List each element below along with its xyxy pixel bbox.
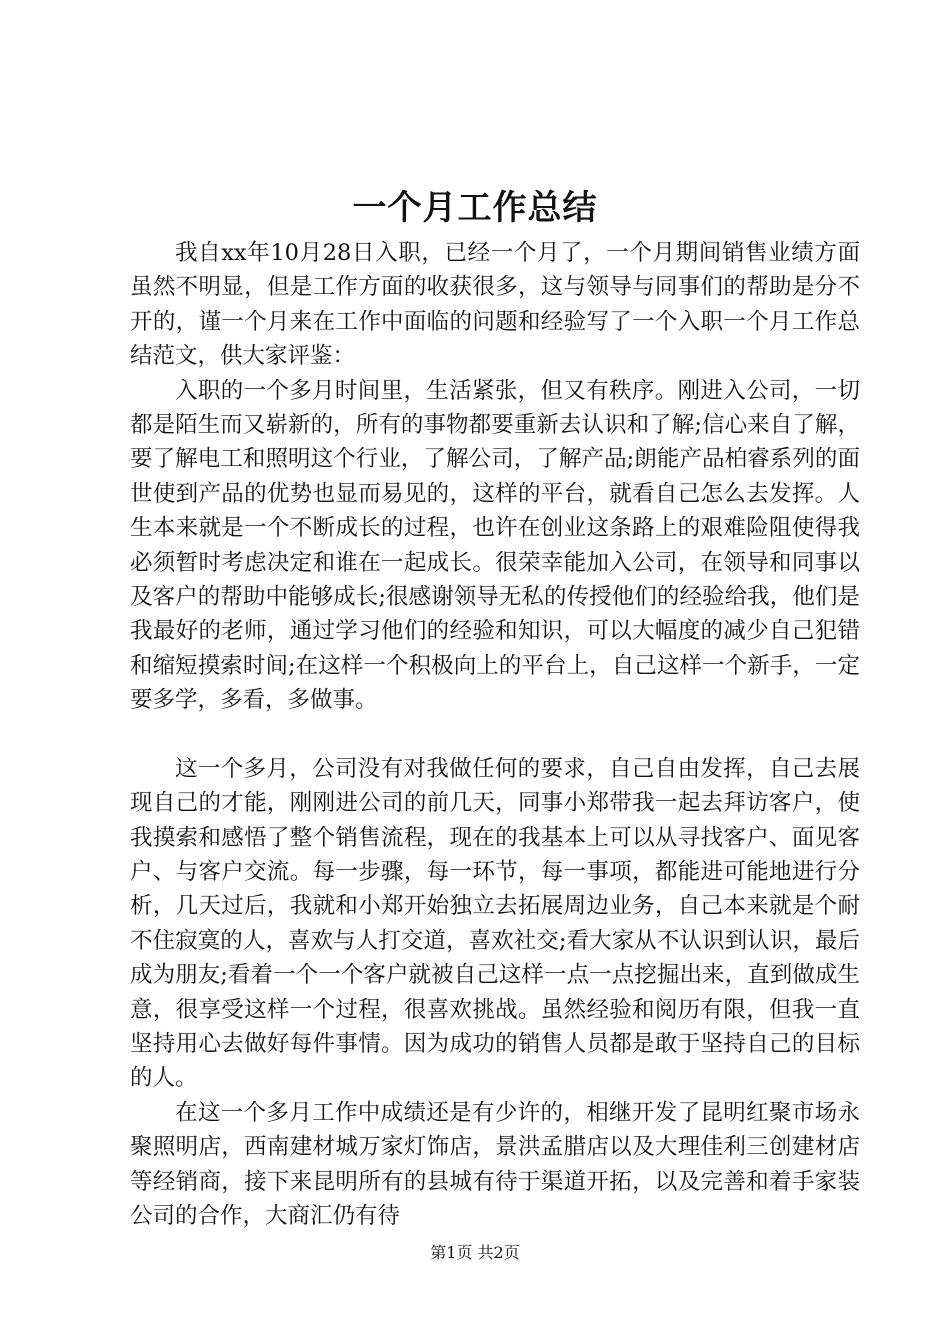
document-title: 一个月工作总结 <box>352 188 598 228</box>
page-footer: 第1页 共2页 <box>430 1243 520 1262</box>
paragraph-intro: 我自xx年10月28日入职，已经一个月了，一个月期间销售业绩方面虽然不明显，但是工作方面的收获很多，这与领导与同事们的帮助是分不开的，谨一个月来在工作中面临的问题和经验写了一个入职一个月工作总结范文，供大家评鉴： <box>130 240 860 370</box>
document-body <box>130 236 860 1233</box>
paragraph-sales-experience: 这一个多月，公司没有对我做任何的要求，自己自由发挥，自己去展现自己的才能，刚刚进公司的前几天，同事小郑带我一起去拜访客户，使我摸索和感悟了整个销售流程，现在的我基本上可以从寻找客户、面见客户、与客户交流。每一步骤，每一环节，每一事项，都能进可能地进行分析，几天过后，我就和小郑开始独立去拓展周边业务，自己本来就是个耐不住寂寞的人，喜欢与人打交道，喜欢社交;看大家从不认识到认识，最后成为朋友;看着一个一个客户就被自己这样一点一点挖掘出来，直到做成生意，很享受这样一个过程，很喜欢挑战。虽然经验和阅历有限，但我一直坚持用心去做好每件事情。因为成功的销售人员都是敢于坚持自己的目标的人。 <box>130 755 860 1092</box>
paragraph-first-month: 入职的一个多月时间里，生活紧张，但又有秩序。刚进入公司，一切都是陌生而又崭新的，所有的事物都要重新去认识和了解;信心来自了解，要了解电工和照明这个行业，了解公司，了解产品;朗能产品柏睿系列的面世使到产品的优势也显而易见的，这样的平台，就看自己怎么去发挥。人生本来就是一个不断成长的过程，也许在创业这条路上的艰难险阻使得我必须暂时考虑决定和谁在一起成长。很荣幸能加入公司，在领导和同事以及客户的帮助中能够成长;很感谢领导无私的传授他们的经验给我，他们是我最好的老师，通过学习他们的经验和知识，可以大幅度的减少自己犯错和缩短摸索时间;在这样一个积极向上的平台上，自己这样一个新手，一定要多学，多看，多做事。 <box>130 377 860 714</box>
paragraph-achievements: 在这一个多月工作中成绩还是有少许的，相继开发了昆明红聚市场永聚照明店，西南建材城万家灯饰店，景洪孟腊店以及大理佳利三创建材店等经销商，接下来昆明所有的县城有待于渠道开拓，以及完善和着手家装公司的合作，大商汇仍有待 <box>130 1099 860 1229</box>
